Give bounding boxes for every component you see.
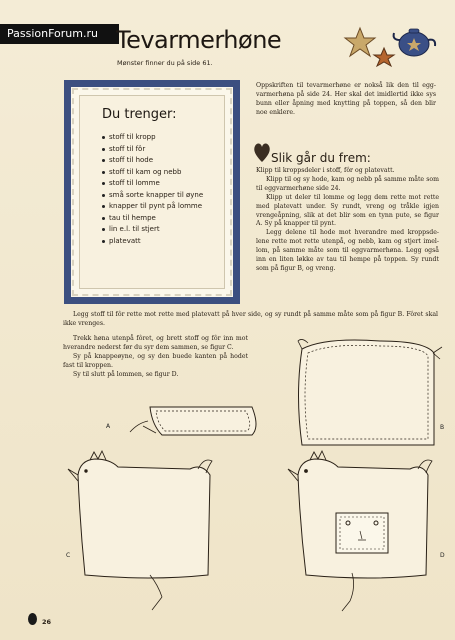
list-item: stoff til kam og nebb: [102, 167, 203, 179]
step-paragraph: Klipp ut deler til lomme og legg dem rette mot rette med platevatt under. Sy rundt, vreng og tråkle igjen vrengeåpning, slik at det blir som en tynn pute, se figur A. Sy på knapper til pynt.: [256, 193, 439, 228]
step-paragraph: Sy på knappeøyne, og sy den buede kanten på hodet fast til kroppen.: [63, 352, 248, 369]
how-steps: [256, 167, 439, 274]
figure-label-d: D: [440, 552, 445, 559]
star-teapot-decoration: [340, 20, 440, 72]
materials-inner: [79, 95, 225, 289]
figure-d: [288, 451, 445, 611]
heart-icon: [253, 141, 271, 163]
list-item: små sorte knapper til øyne: [102, 190, 203, 202]
egg-icon: [28, 613, 37, 625]
list-item: tau til hempe: [102, 213, 203, 225]
star-icon: [345, 28, 375, 56]
page-title: Tevarmerhøne: [116, 26, 282, 54]
figure-a: [106, 407, 256, 435]
step-paragraph: Legg stoff til fôr rette mot rette med platevatt på hver side, og sy rundt på samme måte som på figur B. Fôret skal ikke vrenges.: [63, 311, 438, 327]
intro-paragraph: [256, 82, 436, 118]
materials-box: [64, 80, 240, 304]
materials-heading: Du trenger:: [102, 107, 177, 122]
list-item: stoff til lomme: [102, 178, 203, 190]
list-item: knapper til pynt på lomme: [102, 201, 203, 213]
how-heading-row: [253, 138, 443, 170]
star-icon-small: [374, 48, 394, 66]
figures-illustration: [40, 335, 455, 615]
list-item: platevatt: [102, 236, 203, 248]
list-item: lin e.l. til stjert: [102, 224, 203, 236]
step-paragraph: Legg delene til hode mot hverandre med kroppsde-lene rette mot rette utenpå, og nebb, kam og stjert imel-lom, på samme måte som til eggvarmerhøna. Legg også inn en liten løkke av tau til hempe på toppen. Sy rundt som på figur B, og vreng.: [256, 229, 439, 272]
step-paragraph: Sy til slutt på lommen, se figur D.: [73, 370, 179, 378]
figure-b: [298, 339, 444, 445]
figure-label-c: C: [66, 552, 71, 559]
teapot-icon: [394, 29, 436, 56]
pattern-reference: Mønster finner du på side 61.: [117, 59, 213, 67]
watermark-banner[interactable]: PassionForum.ru: [0, 24, 119, 44]
figure-c: [66, 451, 212, 610]
list-item: stoff til fôr: [102, 144, 203, 156]
lining-paragraph: [63, 311, 438, 329]
figure-label-a: A: [106, 423, 111, 430]
list-item: stoff til kropp: [102, 132, 203, 144]
figure-label-b: B: [440, 424, 445, 431]
page-number: 26: [42, 618, 52, 626]
step-paragraph: Trekk høna utenpå fôret, og brett stoff og fôr inn mot hverandre nederst før du syr dem sammen, se figur C.: [63, 335, 248, 351]
intro-text: Oppskriften til tevarmerhøne er nokså lik den til egg-varmerhøna på side 24. Her skal det imidlertid ikke sys bunn eller åpning med knytting på toppen, så den blir noe enklere.: [256, 82, 436, 116]
how-heading: Slik går du frem:: [271, 151, 371, 165]
materials-list: [102, 132, 203, 247]
step-paragraph: Klipp til kroppsdeler i stoff, fôr og platevatt.: [256, 167, 395, 174]
step-paragraph: Klipp til og sy hode, kam og nebb på samme måte som til eggvarmerhøne side 24.: [256, 175, 439, 192]
list-item: stoff til hode: [102, 155, 203, 167]
